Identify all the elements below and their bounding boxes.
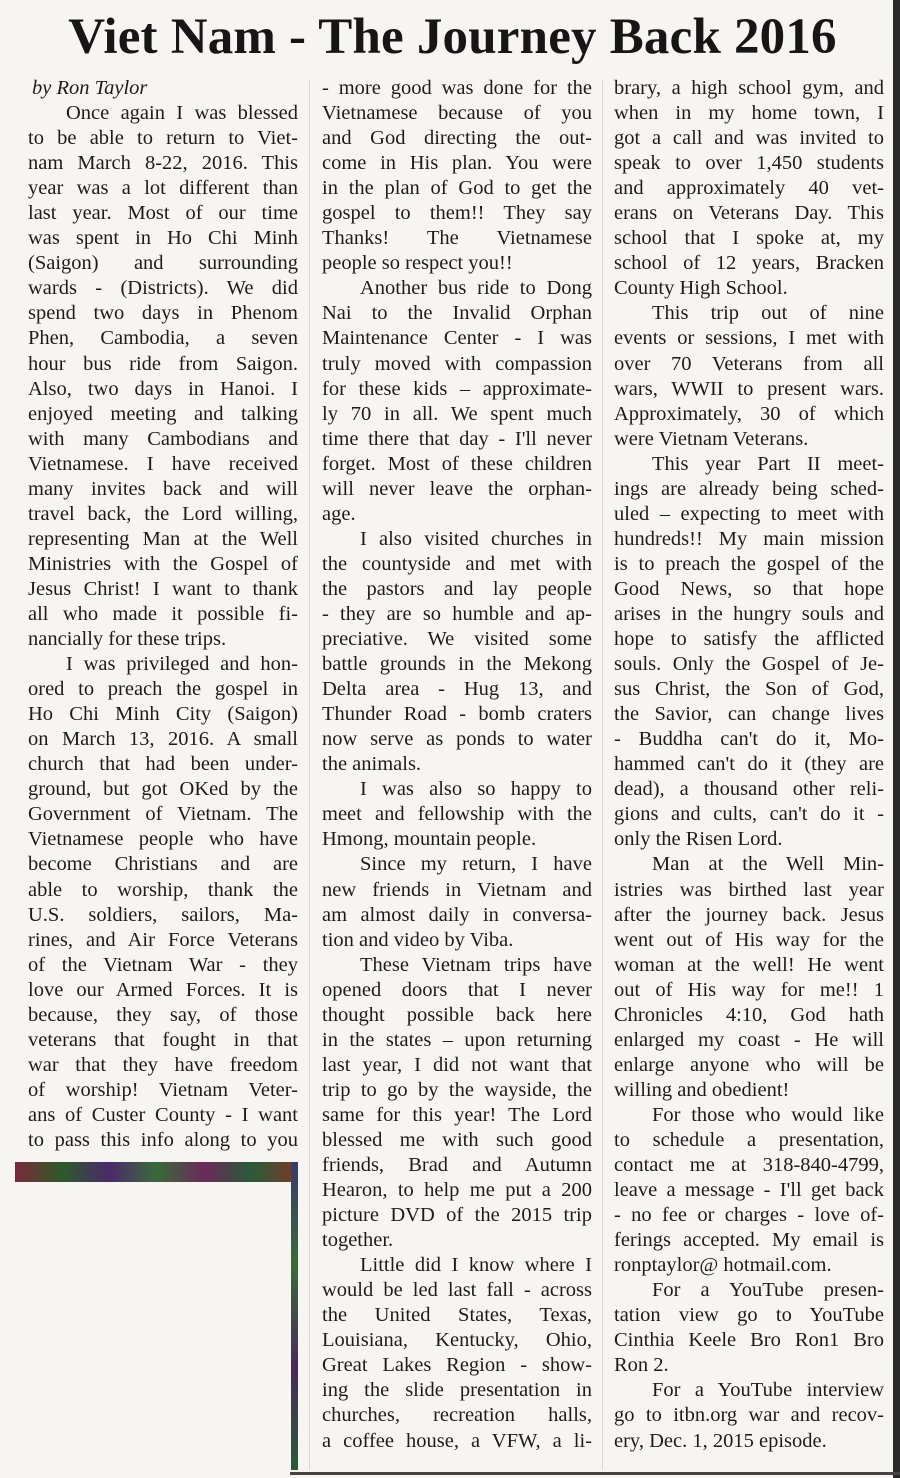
text-line: This year Part II meet- bbox=[652, 452, 884, 475]
text-line: This trip out of nine bbox=[652, 302, 884, 325]
text-line: I was also so happy to bbox=[360, 778, 592, 801]
text-line: to pass this info along to you bbox=[28, 1128, 298, 1151]
text-line: able to worship, thank the bbox=[28, 878, 298, 901]
paragraph bbox=[614, 301, 884, 451]
text-line: Once again I was blessed bbox=[66, 102, 298, 125]
text-line: ground, but got OKed by the bbox=[28, 778, 298, 801]
text-line: enjoyed meeting and talking bbox=[28, 402, 298, 425]
text-line: County High School. bbox=[614, 277, 788, 300]
text-line: of worship! Vietnam Veter- bbox=[28, 1078, 298, 1101]
text-line: went out of His way for the bbox=[614, 928, 884, 951]
text-line: ing the slide presentation in bbox=[322, 1379, 592, 1402]
text-line: tion and video by Viba. bbox=[322, 928, 514, 951]
paragraph bbox=[322, 777, 592, 852]
text-line: ans of Custer County - I want bbox=[28, 1103, 298, 1126]
column-divider bbox=[602, 80, 603, 1470]
text-line: Nai to the Invalid Orphan bbox=[322, 302, 592, 325]
text-line: willing and obedient! bbox=[614, 1078, 790, 1101]
text-line: dead), a thousand other reli- bbox=[614, 778, 884, 801]
text-line: would be led last fall - across bbox=[322, 1279, 592, 1302]
text-line: leave a message - I'll get back bbox=[614, 1179, 884, 1202]
text-line: Vietnamese because of you bbox=[322, 102, 592, 125]
text-line: Chronicles 4:10, God hath bbox=[614, 1003, 884, 1026]
text-line: churches, recreation halls, bbox=[322, 1404, 592, 1427]
text-line: with many Cambodians and bbox=[28, 427, 298, 450]
text-line: For a YouTube interview bbox=[652, 1379, 884, 1402]
text-line: nam March 8-22, 2016. This bbox=[28, 152, 298, 175]
text-line: Approximately, 30 of which bbox=[614, 402, 884, 425]
text-line: - they are so humble and ap- bbox=[322, 602, 592, 625]
text-line: gospel to them!! They say bbox=[322, 202, 592, 225]
text-line: U.S. soldiers, sailors, Ma- bbox=[28, 903, 298, 926]
text-line: ferings accepted. My email is bbox=[614, 1229, 884, 1252]
text-line: I was privileged and hon- bbox=[66, 653, 298, 676]
text-line: war that they have freedom bbox=[28, 1053, 298, 1076]
decorative-bracket-bar bbox=[15, 1162, 298, 1182]
text-line: love our Armed Forces. It is bbox=[28, 978, 298, 1001]
text-line: of the Vietnam War - they bbox=[28, 953, 298, 976]
text-line: was spent in Ho Chi Minh bbox=[28, 227, 298, 250]
text-line: time there that day - I'll never bbox=[322, 427, 592, 450]
text-line: Maintenance Center - I was bbox=[322, 327, 592, 350]
text-line: tation view go to YouTube bbox=[614, 1304, 884, 1327]
text-line: Good News, so that hope bbox=[614, 577, 884, 600]
paragraph bbox=[322, 852, 592, 952]
text-line: in the states – upon returning bbox=[322, 1028, 592, 1051]
text-line: over 70 Veterans from all bbox=[614, 352, 884, 375]
text-line: to schedule a presentation, bbox=[614, 1128, 884, 1151]
byline: by Ron Taylor bbox=[32, 77, 148, 99]
text-line: many invites back and will bbox=[28, 477, 298, 500]
text-line: contact me at 318-840-4799, bbox=[614, 1154, 884, 1177]
text-line: brary, a high school gym, and bbox=[614, 77, 884, 99]
text-line: Man at the Well Min- bbox=[652, 853, 884, 876]
text-line: the Savior, can change lives bbox=[614, 703, 884, 726]
bottom-rule bbox=[290, 1472, 900, 1475]
text-line: woman at the well! He went bbox=[614, 953, 884, 976]
article-column-3 bbox=[614, 76, 884, 1454]
text-line: souls. Only the Gospel of Je- bbox=[614, 653, 884, 676]
text-line: (Saigon) and surrounding bbox=[28, 252, 298, 275]
text-line: battle grounds in the Mekong bbox=[322, 653, 592, 676]
text-line: For a YouTube presen- bbox=[652, 1279, 884, 1302]
text-line: Also, two days in Hanoi. I bbox=[28, 377, 298, 400]
text-line: will never leave the orphan- bbox=[322, 477, 592, 500]
text-line: and God directing the out- bbox=[322, 127, 592, 150]
text-line: Since my return, I have bbox=[360, 853, 592, 876]
text-line: only the Risen Lord. bbox=[614, 828, 783, 851]
text-line: Cinthia Keele Bro Ron1 Bro bbox=[614, 1329, 884, 1352]
text-line: Vietnamese. I have received bbox=[28, 452, 298, 475]
text-line: and approximately 40 vet- bbox=[614, 177, 884, 200]
text-line: the countyside and met with bbox=[322, 552, 592, 575]
text-line: a coffee house, a VFW, a li- bbox=[322, 1429, 592, 1452]
text-line: I also visited churches in bbox=[360, 527, 592, 550]
text-line: hour bus ride from Saigon. bbox=[28, 352, 298, 375]
text-line: preciative. We visited some bbox=[322, 628, 592, 651]
text-line: were Vietnam Veterans. bbox=[614, 427, 809, 450]
text-line: new friends in Vietnam and bbox=[322, 878, 592, 901]
text-line: Phen, Cambodia, a seven bbox=[28, 327, 298, 350]
text-line: Another bus ride to Dong bbox=[360, 277, 592, 300]
text-line: Hmong, mountain people. bbox=[322, 828, 537, 851]
text-line: after the journey back. Jesus bbox=[614, 903, 884, 926]
text-line: speak to over 1,450 students bbox=[614, 152, 884, 175]
text-line: travel back, the Lord willing, bbox=[28, 502, 298, 525]
text-line: Little did I know where I bbox=[360, 1254, 592, 1277]
text-line: last year. Most of our time bbox=[28, 202, 298, 225]
text-line: sus Christ, the Son of God, bbox=[614, 678, 884, 701]
paragraph bbox=[614, 76, 884, 301]
text-line: opened doors that I never bbox=[322, 978, 592, 1001]
article-column-1 bbox=[28, 76, 298, 1153]
text-line: hundreds!! My main mission bbox=[614, 527, 884, 550]
text-line: spend two days in Phenom bbox=[28, 302, 298, 325]
text-line: ronptaylor@ hotmail.com. bbox=[614, 1254, 832, 1277]
text-line: thought possible back here bbox=[322, 1003, 592, 1026]
text-line: enlarge anyone who will be bbox=[614, 1053, 884, 1076]
text-line: last year, I did not want that bbox=[322, 1053, 592, 1076]
text-line: uled – expecting to meet with bbox=[614, 502, 884, 525]
column-divider bbox=[309, 80, 310, 1470]
text-line: arises in the hungry souls and bbox=[614, 602, 884, 625]
text-line: wars, WWII to present wars. bbox=[614, 377, 884, 400]
paragraph bbox=[322, 1253, 592, 1453]
text-line: friends, Brad and Autumn bbox=[322, 1154, 592, 1177]
text-line: same for this year! The Lord bbox=[322, 1103, 592, 1126]
text-line: Delta area - Hug 13, and bbox=[322, 678, 592, 701]
article-column-2 bbox=[322, 76, 592, 1454]
article-headline: Viet Nam - The Journey Back 2016 bbox=[68, 9, 837, 65]
text-line: people so respect you!! bbox=[322, 252, 513, 275]
text-line: am almost daily in conversa- bbox=[322, 903, 592, 926]
text-line: Louisiana, Kentucky, Ohio, bbox=[322, 1329, 592, 1352]
text-line: Ho Chi Minh City (Saigon) bbox=[28, 703, 298, 726]
page-edge-rule bbox=[893, 0, 900, 1478]
text-line: to be able to return to Viet- bbox=[28, 127, 298, 150]
text-line: - Buddha can't do it, Mo- bbox=[614, 728, 884, 751]
text-line: - no fee or charges - love of- bbox=[614, 1204, 884, 1227]
text-line: meet and fellowship with the bbox=[322, 803, 592, 826]
text-line: ored to preach the gospel in bbox=[28, 678, 298, 701]
text-line: events or sessions, I met with bbox=[614, 327, 884, 350]
text-line: church that had been under- bbox=[28, 753, 298, 776]
text-line: ery, Dec. 1, 2015 episode. bbox=[614, 1429, 827, 1452]
text-line: is to preach the gospel of the bbox=[614, 552, 884, 575]
text-line: veterans that fought in that bbox=[28, 1028, 298, 1051]
text-line: because, they say, of those bbox=[28, 1003, 298, 1026]
decorative-bracket-bar bbox=[291, 1162, 298, 1470]
text-line: ings are already being sched- bbox=[614, 477, 884, 500]
text-line: Thunder Road - bomb craters bbox=[322, 703, 592, 726]
text-line: got a call and was invited to bbox=[614, 127, 884, 150]
text-line: forget. Most of these children bbox=[322, 452, 592, 475]
paragraph bbox=[614, 1378, 884, 1453]
text-line: age. bbox=[322, 502, 356, 525]
text-line: out of His way for me!! 1 bbox=[614, 978, 884, 1001]
text-line: in the plan of God to get the bbox=[322, 177, 592, 200]
text-line: These Vietnam trips have bbox=[360, 953, 592, 976]
paragraph bbox=[322, 953, 592, 1254]
text-line: rines, and Air Force Veterans bbox=[28, 928, 298, 951]
text-line: the animals. bbox=[322, 753, 422, 776]
text-line: picture DVD of the 2015 trip bbox=[322, 1204, 592, 1227]
text-line: enlarged my coast - He will bbox=[614, 1028, 884, 1051]
text-line: now serve as ponds to water bbox=[322, 728, 592, 751]
text-line: For those who would like bbox=[652, 1103, 884, 1126]
paragraph bbox=[614, 1278, 884, 1378]
text-line: Great Lakes Region - show- bbox=[322, 1354, 592, 1377]
text-line: nancially for these trips. bbox=[28, 628, 227, 651]
text-line: - more good was done for the bbox=[322, 77, 592, 99]
text-line: hammed can't do it (they are bbox=[614, 753, 884, 776]
text-line: for these kids – approximate- bbox=[322, 377, 592, 400]
text-line: Hearon, to help me put a 200 bbox=[322, 1179, 592, 1202]
paragraph bbox=[28, 101, 298, 652]
text-line: representing Man at the Well bbox=[28, 527, 298, 550]
text-line: Ron 2. bbox=[614, 1354, 669, 1377]
text-line: become Christians and are bbox=[28, 853, 298, 876]
text-line: ly 70 in all. We spent much bbox=[322, 402, 592, 425]
text-line: hope to satisfy the afflicted bbox=[614, 628, 884, 651]
text-line: the United States, Texas, bbox=[322, 1304, 592, 1327]
text-line: Government of Vietnam. The bbox=[28, 803, 298, 826]
text-line: Thanks! The Vietnamese bbox=[322, 227, 592, 250]
text-line: trip to go by the wayside, the bbox=[322, 1078, 592, 1101]
text-line: Jesus Christ! I want to thank bbox=[28, 577, 298, 600]
text-line: on March 13, 2016. A small bbox=[28, 728, 298, 751]
text-line: truly moved with compassion bbox=[322, 352, 592, 375]
text-line: when in my home town, I bbox=[614, 102, 884, 125]
text-line: school that I spoke at, my bbox=[614, 227, 884, 250]
text-line: together. bbox=[322, 1229, 394, 1252]
text-line: Ministries with the Gospel of bbox=[28, 552, 298, 575]
paragraph bbox=[322, 76, 592, 276]
paragraph bbox=[322, 527, 592, 777]
paragraph bbox=[28, 652, 298, 1153]
text-line: istries was birthed last year bbox=[614, 878, 884, 901]
text-line: come in His plan. You were bbox=[322, 152, 592, 175]
text-line: the pastors and lay people bbox=[322, 577, 592, 600]
text-line: blessed me with such good bbox=[322, 1128, 592, 1151]
text-line: go to itbn.org war and recov- bbox=[614, 1404, 884, 1427]
paragraph bbox=[614, 1103, 884, 1278]
text-line: wards - (Districts). We did bbox=[28, 277, 298, 300]
text-line: erans on Veterans Day. This bbox=[614, 202, 884, 225]
paragraph bbox=[614, 452, 884, 853]
text-line: Vietnamese people who have bbox=[28, 828, 298, 851]
paragraph bbox=[614, 852, 884, 1102]
text-line: year was a lot different than bbox=[28, 177, 298, 200]
text-line: gions and cults, can't do it - bbox=[614, 803, 884, 826]
text-line: all who made it possible fi- bbox=[28, 602, 298, 625]
text-line: school of 12 years, Bracken bbox=[614, 252, 884, 275]
paragraph bbox=[322, 276, 592, 526]
